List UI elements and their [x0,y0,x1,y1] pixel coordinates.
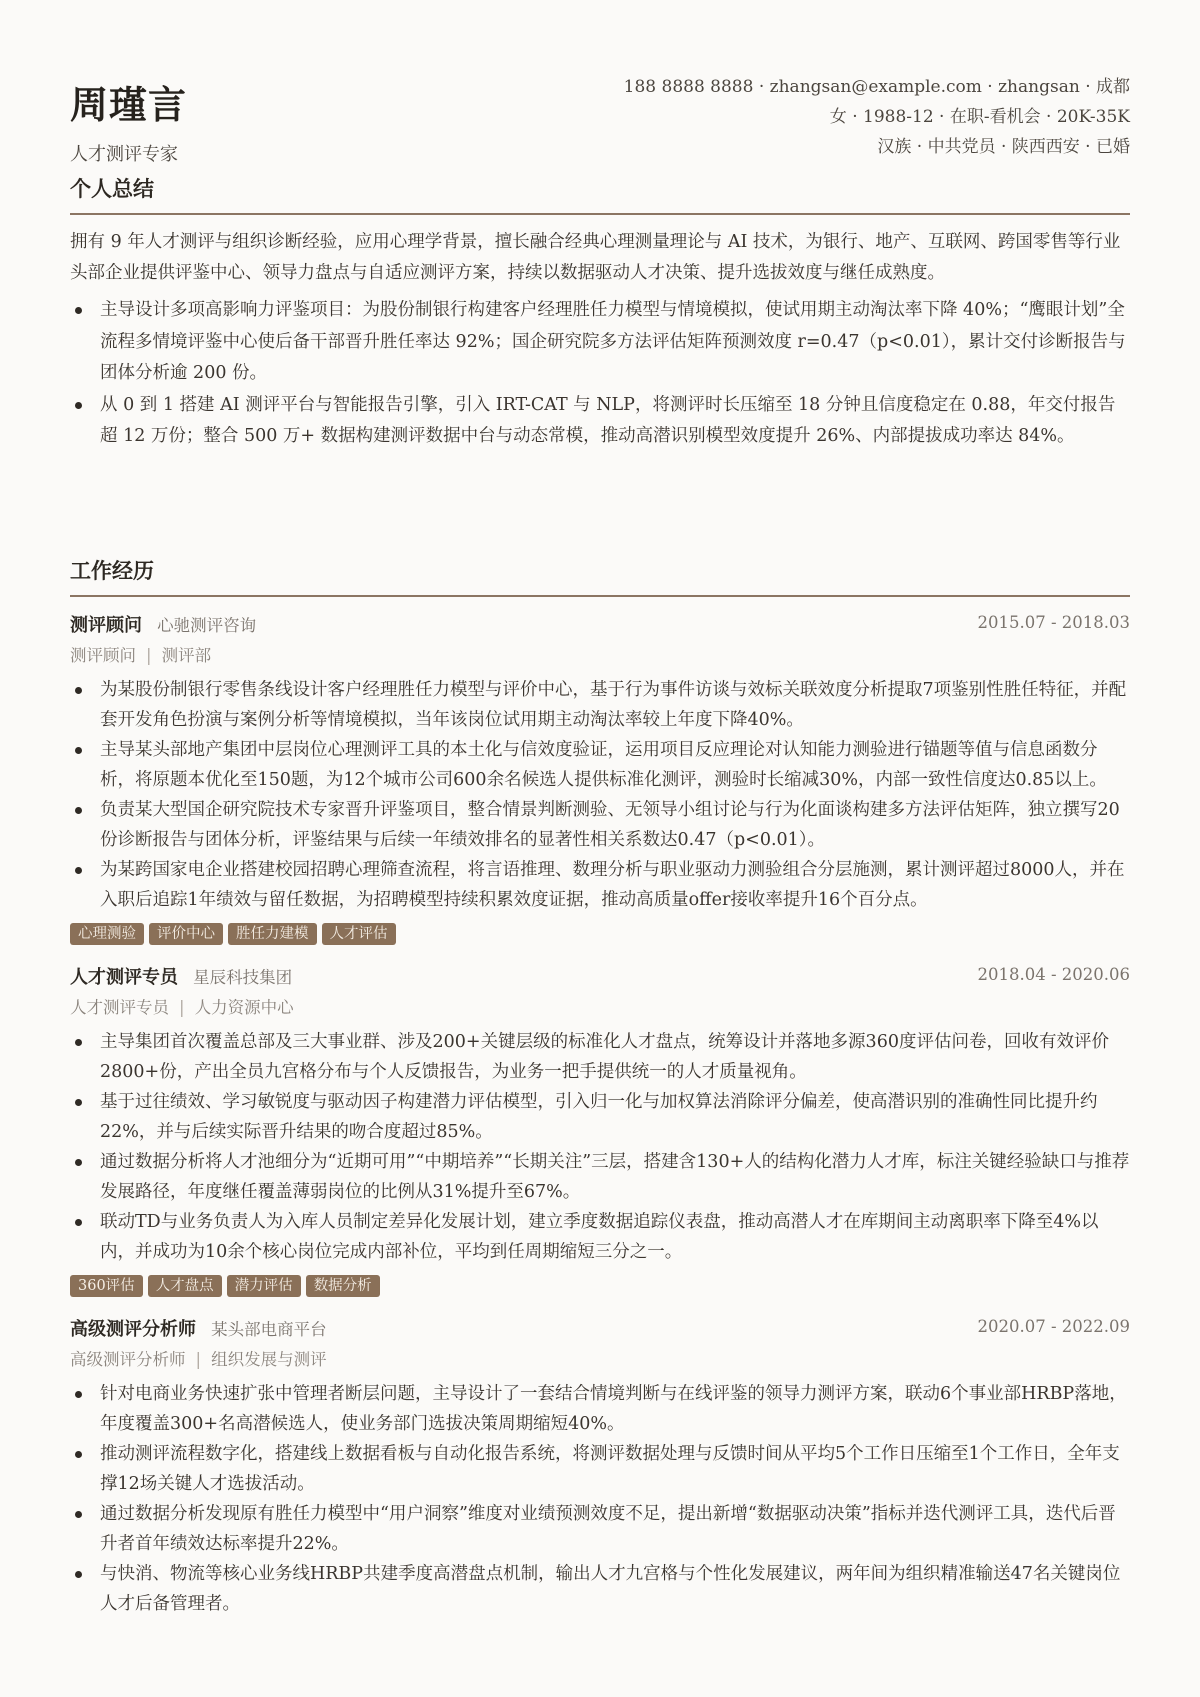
contact-line-1: 188 8888 8888 · zhangsan@example.com · zhangsan · 成都 [623,77,1130,97]
job-date: 2015.07 - 2018.03 [977,613,1130,632]
job-department: 组织发展与测评 [211,1350,327,1369]
job-position: 测评顾问 [70,646,136,665]
job-company: 某头部电商平台 [211,1320,327,1339]
contact-line-3: 汉族 · 中共党员 · 陕西西安 · 已婚 [877,137,1130,157]
summary-heading: 个人总结 [70,173,1130,215]
skill-tag: 360评估 [70,1275,143,1297]
job-bullets [70,675,1130,915]
summary-bullets [70,295,1130,453]
resume-header [70,0,1130,185]
job-role: 高级测评分析师 [70,1319,196,1340]
skill-tag: 潜力评估 [227,1275,301,1297]
job-subtitle [70,993,1130,1023]
job-header [70,963,1130,993]
job-subtitle [70,641,1130,671]
summary-paragraph: 拥有 9 年人才测评与组织诊断经验，应用心理学背景，擅长融合经典心理测量理论与 AI 技术，为银行、地产、互联网、跨国零售等行业头部企业提供评鉴中心、领导力盘点与自适应测评方案，持续以数据驱动人才决策、提升选拔效度与继任成熟度。 [70,232,1121,283]
job-department: 人力资源中心 [194,998,294,1017]
skill-tag: 人才盘点 [148,1275,222,1297]
summary-bullet: 从 0 到 1 搭建 AI 测评平台与智能报告引擎，引入 IRT-CAT 与 NLP，将测评时长压缩至 18 分钟且信度稳定在 0.88，年交付报告超 12 万份；整合 500 万+ 数据构建测评数据中台与动态常模，推动高潜识别模型效度提升 26%、内部提拔成功率达 84%。 [70,390,1130,453]
job-header [70,1315,1130,1345]
contact-info [624,72,1130,162]
separator: | [179,998,185,1017]
job-position: 高级测评分析师 [70,1350,186,1369]
job-bullets [70,1027,1130,1267]
work-heading: 工作经历 [70,555,1130,597]
job-bullet: 为某股份制银行零售条线设计客户经理胜任力模型与评价中心，基于行为事件访谈与效标关联效度分析提取7项鉴别性胜任特征，并配套开发角色扮演与案例分析等情境模拟，当年该岗位试用期主动淘汰率较上年度下降40%。 [70,675,1130,735]
summary-section [70,173,1130,453]
job-bullet: 联动TD与业务负责人为入库人员制定差异化发展计划，建立季度数据追踪仪表盘，推动高潜人才在库期间主动离职率下降至4%以内，并成功为10余个核心岗位完成内部补位，平均到任周期缩短三分之一。 [70,1207,1130,1267]
job-date: 2020.07 - 2022.09 [977,1317,1130,1336]
job-entry [70,963,1130,1301]
job-bullet: 通过数据分析发现原有胜任力模型中“用户洞察”维度对业绩预测效度不足，提出新增“数据驱动决策”指标并迭代测评工具，迭代后晋升者首年绩效达标率提升22%。 [70,1499,1130,1559]
job-entry [70,611,1130,949]
skill-tag: 数据分析 [306,1275,380,1297]
candidate-title: 人才测评专家 [70,144,178,165]
skill-tag: 心理测验 [70,923,144,945]
work-section [70,555,1130,1619]
skill-tag: 评价中心 [149,923,223,945]
job-bullet: 主导某头部地产集团中层岗位心理测评工具的本土化与信效度验证，运用项目反应理论对认知能力测验进行锚题等值与信息函数分析，将原题本优化至150题，为12个城市公司600余名候选人提供标准化测评，测验时长缩减30%，内部一致性信度达0.85以上。 [70,735,1130,795]
job-department: 测评部 [161,646,212,665]
job-company: 心驰测评咨询 [157,616,257,635]
job-bullet: 与快消、物流等核心业务线HRBP共建季度高潜盘点机制，输出人才九宫格与个性化发展建议，两年间为组织精准输送47名关键岗位人才后备管理者。 [70,1559,1130,1619]
job-bullets [70,1379,1130,1619]
job-bullet: 针对电商业务快速扩张中管理者断层问题，主导设计了一套结合情境判断与在线评鉴的领导力测评方案，联动6个事业部HRBP落地，年度覆盖300+名高潜候选人，使业务部门选拔决策周期缩短40%。 [70,1379,1130,1439]
job-bullet: 负责某大型国企研究院技术专家晋升评鉴项目，整合情景判断测验、无领导小组讨论与行为化面谈构建多方法评估矩阵，独立撰写20份诊断报告与团体分析，评鉴结果与后续一年绩效排名的显著性相关系数达0.47（p<0.01）。 [70,795,1130,855]
job-bullet: 通过数据分析将人才池细分为“近期可用”“中期培养”“长期关注”三层，搭建含130+人的结构化潜力人才库，标注关键经验缺口与推荐发展路径，年度继任覆盖薄弱岗位的比例从31%提升至67%。 [70,1147,1130,1207]
separator: | [146,646,152,665]
skill-tags [70,923,1130,949]
separator: | [195,1350,202,1369]
skill-tag: 人才评估 [322,923,396,945]
skill-tag: 胜任力建模 [228,923,317,945]
job-date: 2018.04 - 2020.06 [977,965,1130,984]
job-bullet: 推动测评流程数字化，搭建线上数据看板与自动化报告系统，将测评数据处理与反馈时间从平均5个工作日压缩至1个工作日，全年支撑12场关键人才选拔活动。 [70,1439,1130,1499]
contact-line-2: 女 · 1988-12 · 在职-看机会 · 20K-35K [829,107,1130,127]
summary-bullet: 主导设计多项高影响力评鉴项目：为股份制银行构建客户经理胜任力模型与情境模拟，使试用期主动淘汰率下降 40%；“鹰眼计划”全流程多情境评鉴中心使后备干部晋升胜任率达 92%；国企研究院多方法评估矩阵预测效度 r=0.47（p<0.01），累计交付诊断报告与团体分析逾 200 份。 [70,295,1130,390]
job-role: 测评顾问 [70,615,142,636]
job-position: 人才测评专员 [70,998,169,1017]
candidate-name: 周瑾言 [70,82,188,127]
job-bullet: 基于过往绩效、学习敏锐度与驱动因子构建潜力评估模型，引入归一化与加权算法消除评分偏差，使高潜识别的准确性同比提升约22%，并与后续实际晋升结果的吻合度超过85%。 [70,1087,1130,1147]
job-bullet: 主导集团首次覆盖总部及三大事业群、涉及200+关键层级的标准化人才盘点，统筹设计并落地多源360度评估问卷，回收有效评价2800+份，产出全员九宫格分布与个人反馈报告，为业务一把手提供统一的人才质量视角。 [70,1027,1130,1087]
job-bullet: 为某跨国家电企业搭建校园招聘心理筛查流程，将言语推理、数理分析与职业驱动力测验组合分层施测，累计测评超过8000人，并在入职后追踪1年绩效与留任数据，为招聘模型持续积累效度证据，推动高质量offer接收率提升16个百分点。 [70,855,1130,915]
job-header [70,611,1130,641]
job-entry [70,1315,1130,1619]
job-company: 星辰科技集团 [193,968,293,987]
job-subtitle [70,1345,1130,1375]
skill-tags [70,1275,1130,1301]
job-role: 人才测评专员 [70,967,178,988]
